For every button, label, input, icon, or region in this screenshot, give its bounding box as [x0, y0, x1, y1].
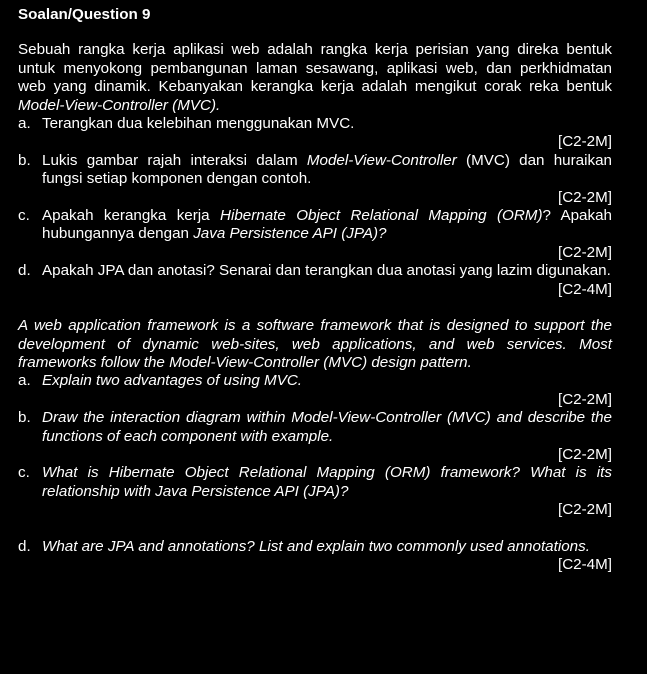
question-marks: [C2-2M] — [557, 133, 612, 151]
question-text — [42, 115, 612, 133]
malay-question-list — [18, 115, 612, 299]
question-text-part: Terangkan dua kelebihan menggunakan MVC. — [42, 115, 355, 133]
question-label: a. — [18, 115, 31, 133]
question-text-part: Java Persistence API (JPA)? — [193, 225, 387, 243]
malay-intro-line: Sebuah rangka kerja aplikasi web adalah rangka kerja perisian yang direka bentuk — [18, 41, 612, 59]
question-text: Explain two advantages of using MVC. — [42, 372, 303, 390]
malay-intro — [18, 41, 612, 115]
question-label: b. — [18, 409, 31, 427]
question-text: What is Hibernate Object Relational Mapping (ORM) framework? What is its relationship with Java Persistence API (JPA)? — [42, 464, 612, 500]
english-question-c — [18, 464, 612, 501]
question-text-part: Apakah kerangka kerja — [42, 207, 220, 225]
english-intro: A web application framework is a software framework that is designed to support the development of dynamic web-sites, web applications, and web services. Most frameworks follow the Model-View-Controller (MVC) design pattern. — [18, 317, 612, 371]
question-label: c. — [18, 464, 30, 482]
english-question-b — [18, 409, 612, 446]
question-label: a. — [18, 372, 31, 390]
question-marks: [C2-2M] — [557, 188, 612, 206]
question-text — [42, 262, 612, 280]
question-text-part: (MVC) dan huraikan fungsi setiap komponen dengan contoh. — [42, 151, 612, 188]
question-page — [18, 6, 612, 574]
malay-intro-line: Model-View-Controller (MVC). — [18, 96, 221, 114]
question-text-part: ? Apakah hubungannya dengan — [42, 207, 612, 243]
malay-intro-line: web yang dinamik. Kebanyakan kerangka kerja adalah mengikut corak reka bentuk — [18, 78, 612, 96]
english-question-a — [18, 372, 612, 390]
malay-question-a — [18, 115, 612, 133]
malay-question-d — [18, 262, 612, 280]
question-marks: [C2-2M] — [557, 501, 612, 519]
question-title: Soalan/Question 9 — [18, 6, 151, 23]
question-text-part: Model-View-Controller — [306, 151, 457, 169]
question-text-part: Hibernate Object Relational Mapping (ORM) — [219, 207, 543, 225]
malay-question-b — [18, 152, 612, 189]
english-question-list — [18, 372, 612, 574]
malay-intro-line: untuk menyokong pembangunan laman sesawang, aplikasi web, dan perkhidmatan — [18, 59, 612, 77]
question-marks: [C2-2M] — [557, 445, 612, 463]
question-marks: [C2-2M] — [557, 243, 612, 261]
question-label: d. — [18, 262, 31, 280]
english-question-d — [18, 538, 612, 556]
question-label: b. — [18, 151, 31, 169]
question-label: c. — [18, 207, 30, 225]
question-text: Draw the interaction diagram within Model-View-Controller (MVC) and describe the functions of each component with example. — [42, 409, 612, 445]
malay-question-c — [18, 207, 612, 244]
question-marks: [C2-4M] — [557, 280, 612, 298]
question-marks: [C2-4M] — [557, 555, 612, 573]
question-text — [42, 207, 612, 244]
question-text-part: Apakah JPA dan anotasi? Senarai dan terangkan dua anotasi yang lazim digunakan. — [42, 262, 611, 280]
question-label: d. — [18, 537, 31, 555]
question-marks: [C2-2M] — [557, 390, 612, 408]
question-text: What are JPA and annotations? List and explain two commonly used annotations. — [42, 537, 590, 555]
question-text-part: Lukis gambar rajah interaksi dalam — [42, 151, 307, 169]
question-text — [42, 152, 612, 189]
